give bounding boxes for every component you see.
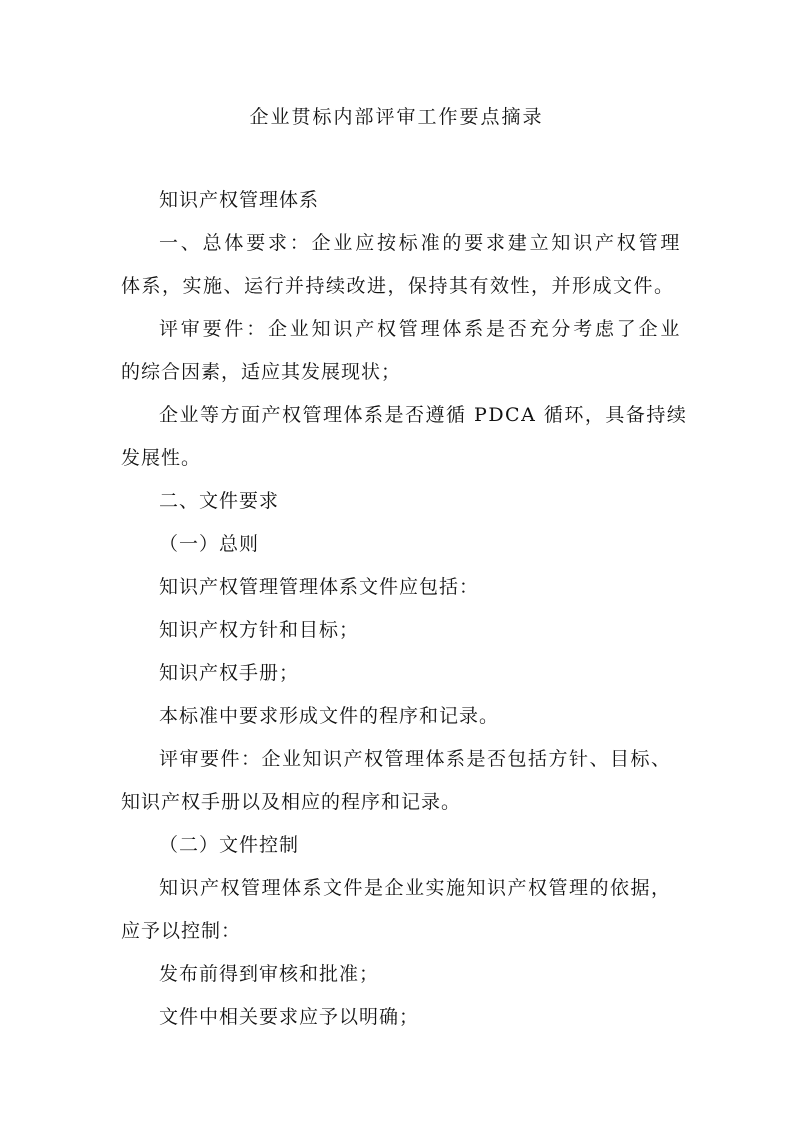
paragraph-line: 评审要件：企业知识产权管理体系是否包括方针、目标、 — [159, 748, 672, 770]
list-item: 知识产权手册； — [159, 662, 300, 684]
paragraph-line: 知识产权管理体系文件是企业实施知识产权管理的依据， — [159, 877, 672, 899]
paragraph-line: 企业等方面产权管理体系是否遵循 PDCA 循环，具备持续 — [159, 404, 688, 426]
paragraph-line: 应予以控制： — [121, 920, 242, 942]
section-heading: 二、文件要求 — [159, 490, 280, 512]
list-item: 发布前得到审核和批准； — [159, 963, 380, 985]
paragraph-line: 的综合因素，适应其发展现状； — [121, 361, 402, 383]
list-item: 知识产权方针和目标； — [159, 619, 360, 641]
section-heading: 知识产权管理体系 — [159, 189, 320, 211]
paragraph-line: 一、总体要求：企业应按标准的要求建立知识产权管理 — [159, 232, 683, 254]
paragraph-line: 知识产权管理管理体系文件应包括： — [159, 576, 480, 598]
subsection-heading: （二）文件控制 — [159, 834, 300, 856]
subsection-heading: （一）总则 — [159, 533, 260, 555]
paragraph-line: 知识产权手册以及相应的程序和记录。 — [121, 791, 462, 813]
paragraph-line: 评审要件：企业知识产权管理体系是否充分考虑了企业 — [159, 318, 683, 340]
document-title: 企业贯标内部评审工作要点摘录 — [249, 106, 544, 128]
paragraph-line: 体系，实施、运行并持续改进，保持其有效性，并形成文件。 — [121, 275, 675, 297]
list-item: 本标准中要求形成文件的程序和记录。 — [159, 705, 500, 727]
list-item: 文件中相关要求应予以明确； — [159, 1006, 420, 1028]
paragraph-line: 发展性。 — [121, 447, 202, 469]
